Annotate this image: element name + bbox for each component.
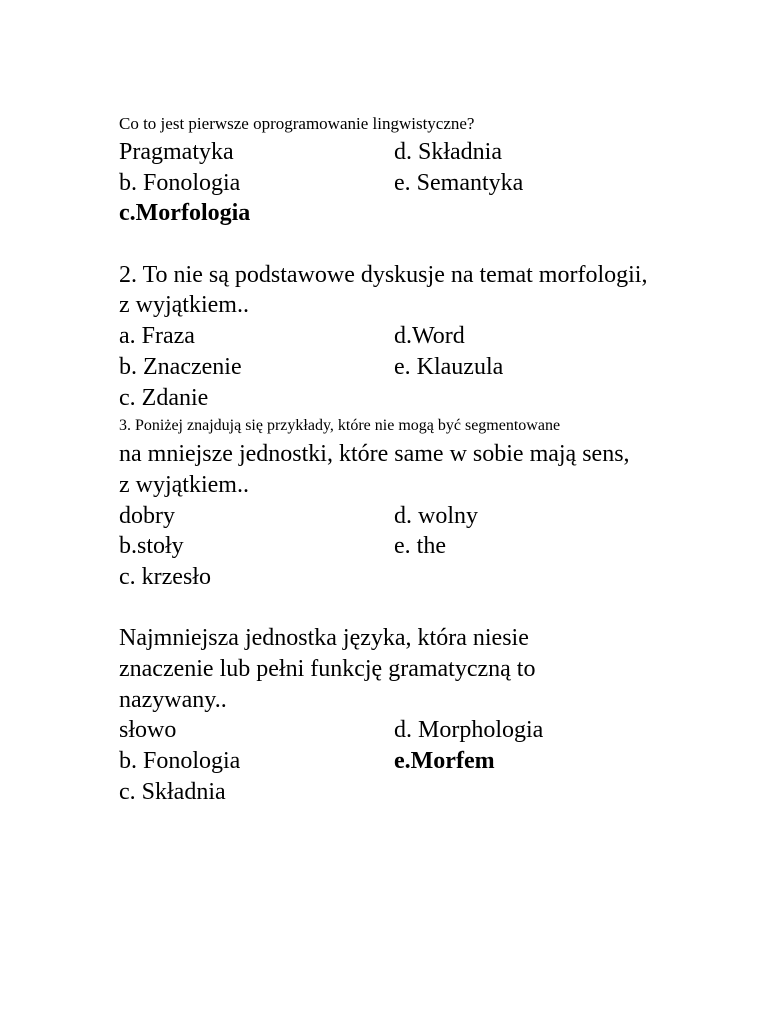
answer-row	[119, 746, 739, 777]
question-4	[119, 623, 739, 807]
answer-option: d.Word	[394, 323, 465, 350]
answer-row	[119, 383, 739, 414]
answer-option: a. Fraza	[119, 323, 195, 350]
question-1	[119, 111, 739, 229]
question-3	[119, 413, 739, 592]
answer-option: d. Morphologia	[394, 717, 544, 744]
question-1-text: Co to jest pierwsze oprogramowanie lingwistyczne?	[119, 114, 475, 133]
answer-option: c. Zdanie	[119, 384, 209, 411]
answer-option: d. Składnia	[394, 139, 502, 165]
answer-option: e. Klauzula	[394, 353, 504, 380]
quiz-document	[119, 111, 739, 808]
question-3-text-line-2: na mniejsze jednostki, które same w sobie mają sens,	[119, 441, 630, 468]
answer-row	[119, 198, 739, 229]
answer-option: c. krzesło	[119, 564, 211, 590]
answer-row	[119, 715, 739, 746]
correct-answer-option: e.Morfem	[394, 748, 495, 775]
answer-option: d. wolny	[394, 502, 478, 529]
answer-option: Pragmatyka	[119, 139, 234, 165]
answer-option: słowo	[119, 717, 177, 744]
question-4-text-line-2: znaczenie lub pełni funkcję gramatyczną to	[119, 656, 536, 683]
answer-row	[119, 562, 739, 593]
answer-row	[119, 137, 739, 168]
correct-answer-option: c.Morfologia	[119, 200, 251, 227]
question-3-text-line-1: 3. Poniżej znajdują się przykłady, które nie mogą być segmentowane	[119, 417, 561, 435]
answer-row	[119, 501, 739, 532]
answer-option: e. the	[394, 533, 446, 560]
answer-row	[119, 352, 739, 383]
answer-option: e. Semantyka	[394, 169, 524, 196]
question-3-text-line-3: z wyjątkiem..	[119, 471, 249, 498]
question-2	[119, 260, 739, 413]
answer-option: b. Fonologia	[119, 748, 241, 775]
spacer	[119, 593, 739, 624]
answer-option: b. Fonologia	[119, 169, 241, 196]
answer-option: b.stoły	[119, 533, 184, 560]
answer-option: dobry	[119, 502, 175, 529]
question-2-text-line-1: 2. To nie są podstawowe dyskusje na temat morfologii,	[119, 261, 648, 288]
answer-row	[119, 531, 739, 562]
answer-option: b. Znaczenie	[119, 353, 242, 380]
question-2-text-line-2: z wyjątkiem..	[119, 292, 249, 319]
question-4-text-line-3: nazywany..	[119, 686, 227, 713]
answer-row	[119, 321, 739, 352]
question-4-text-line-1: Najmniejsza jednostka języka, która niesie	[119, 625, 529, 652]
answer-option: c. Składnia	[119, 778, 226, 805]
answer-row	[119, 777, 739, 808]
answer-row	[119, 168, 739, 199]
spacer	[119, 229, 739, 260]
